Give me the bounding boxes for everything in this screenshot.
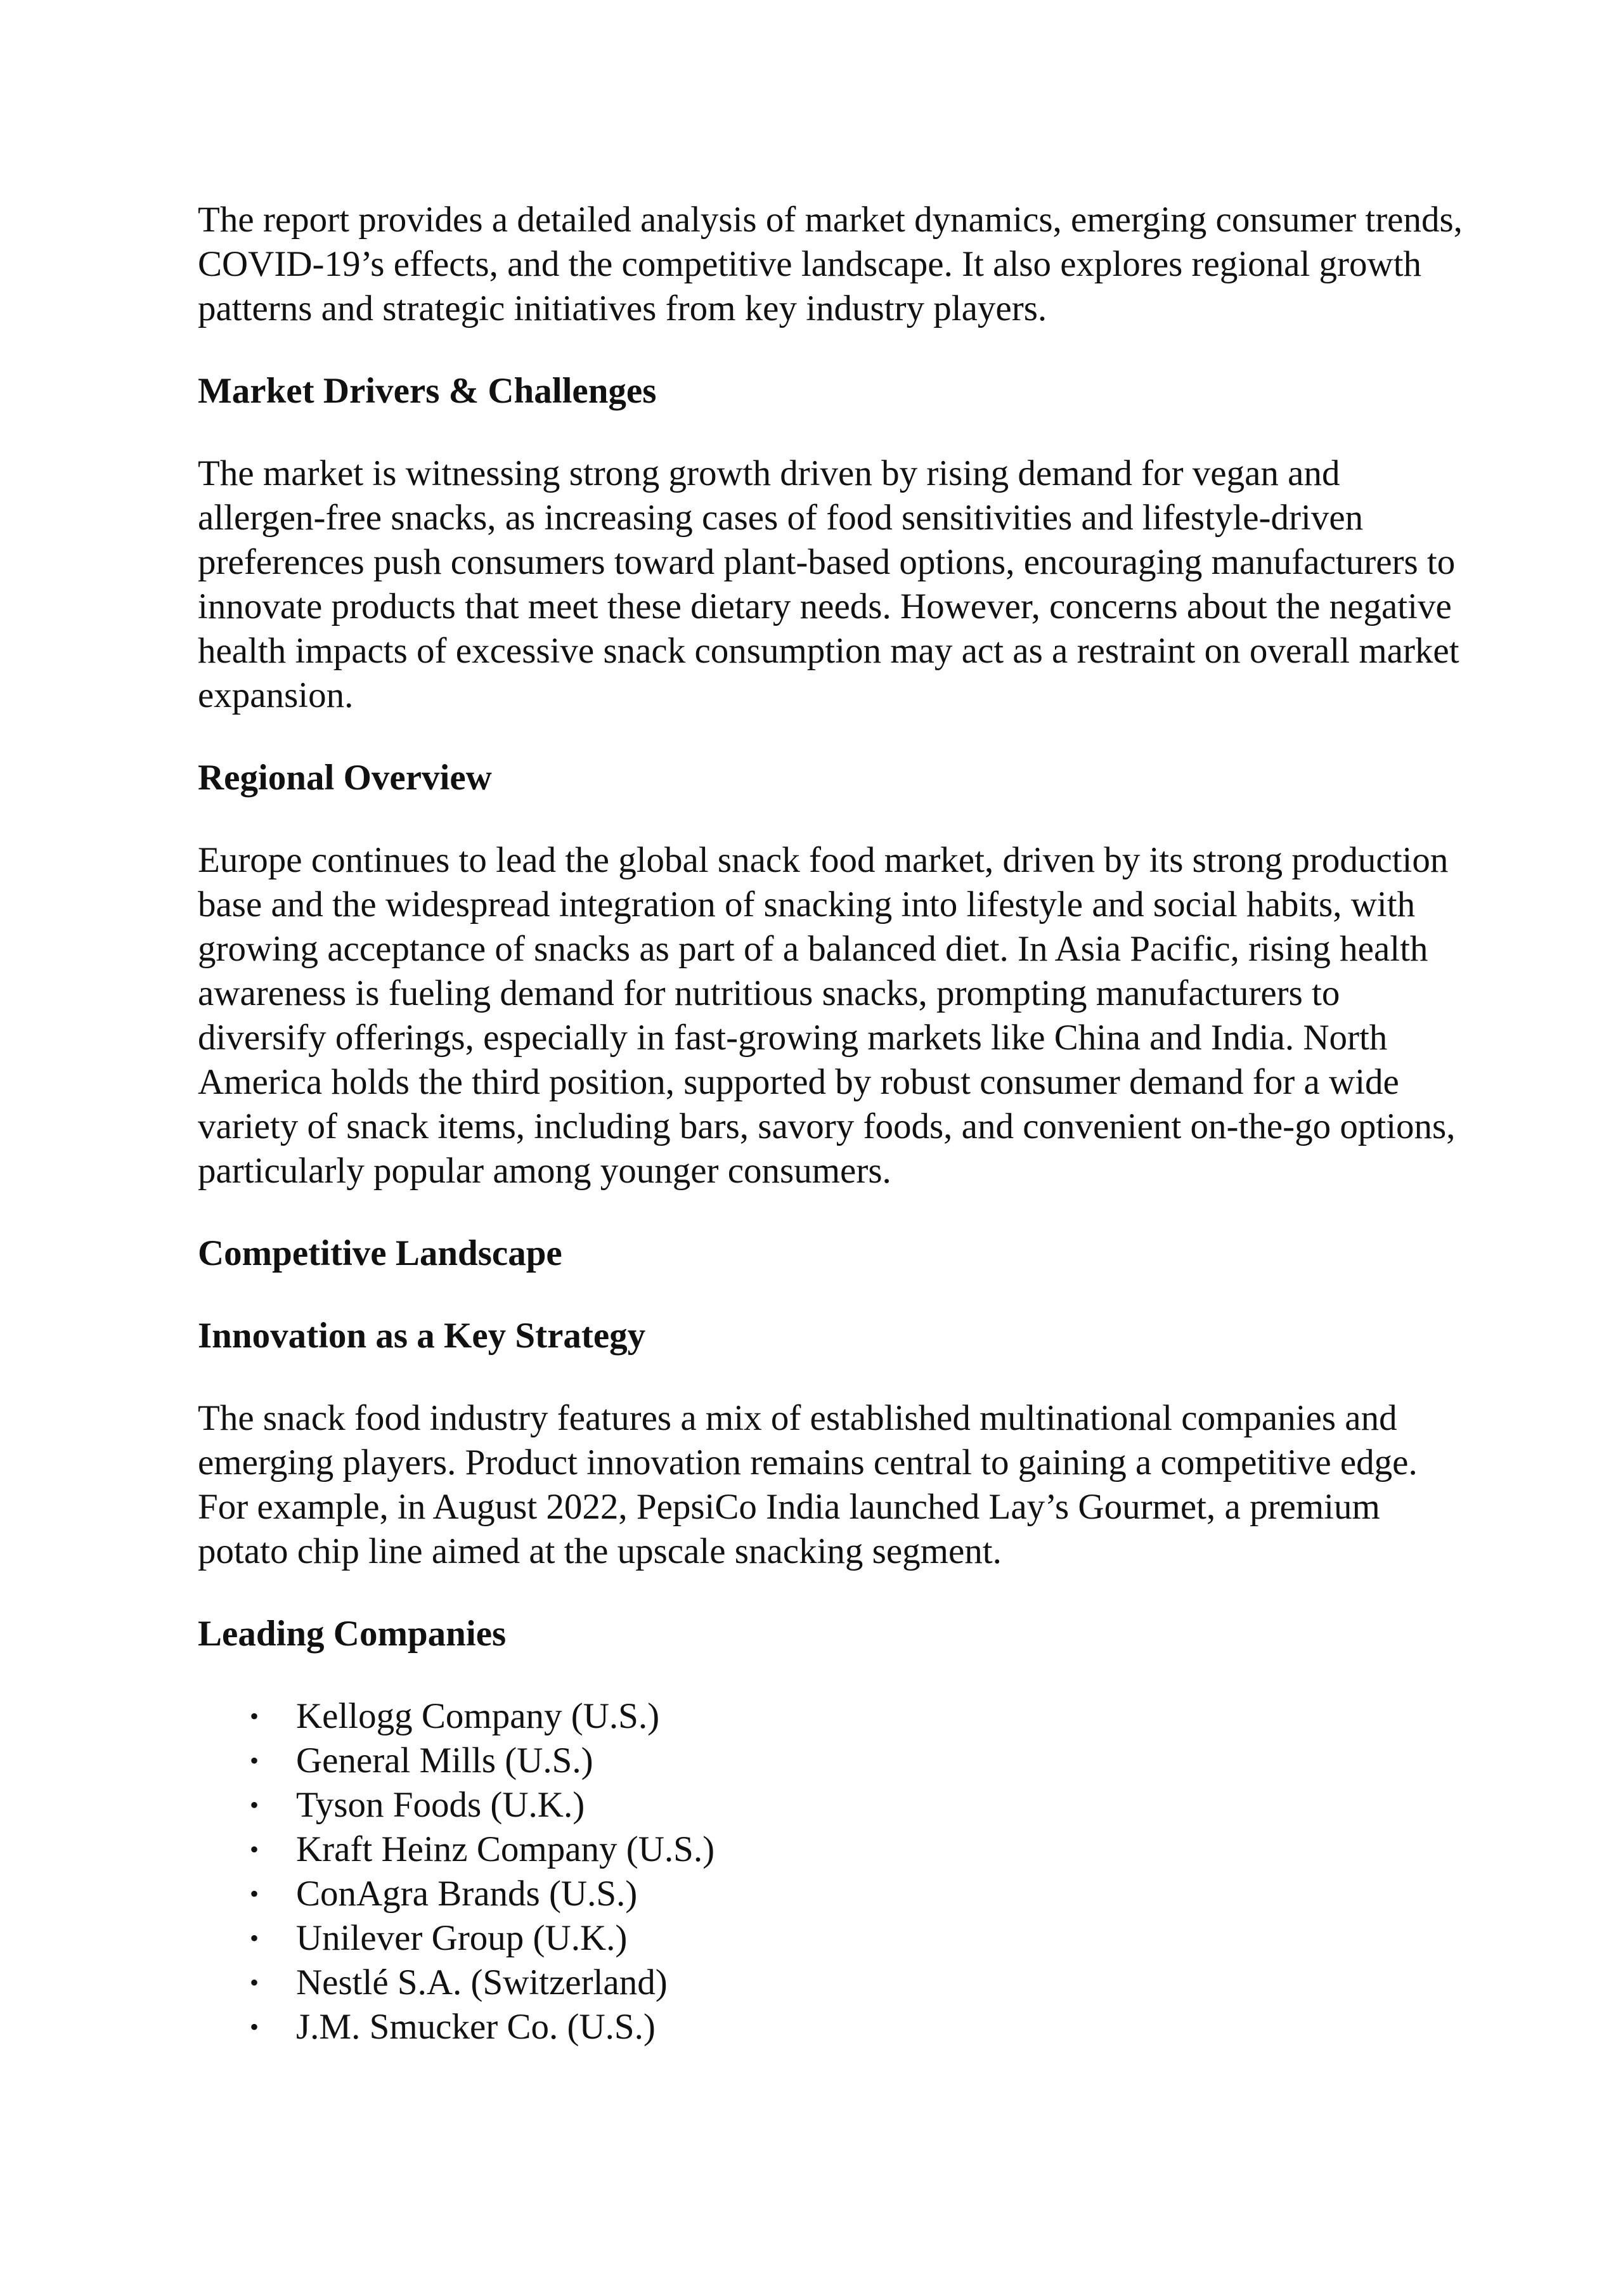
innovation-strategy-paragraph: The snack food industry features a mix of established multinational companies and emerging players. Product innovation remains central to gaining a competitive edge. For example, in August 2022, PepsiCo India launched Lay’s Gourmet, a premium potato chip line aimed at the upscale snacking segment. xyxy=(198,1398,1418,1571)
intro-paragraph: The report provides a detailed analysis of market dynamics, emerging consumer trends, COVID-19’s effects, and the competitive landscape. It also explores regional growth patterns and strategic initiatives from key industry players. xyxy=(198,200,1463,328)
document-page xyxy=(198,198,1466,2049)
heading-regional-overview: Regional Overview xyxy=(198,758,492,798)
list-item xyxy=(198,1783,1466,1827)
company-name: Tyson Foods (U.K.) xyxy=(296,1785,585,1825)
heading-competitive-landscape: Competitive Landscape xyxy=(198,1233,562,1273)
leading-companies-list xyxy=(198,1694,1466,2049)
list-item xyxy=(198,1694,1466,1739)
heading-innovation-strategy: Innovation as a Key Strategy xyxy=(198,1316,646,1356)
market-drivers-paragraph: The market is witnessing strong growth driven by rising demand for vegan and allergen-free snacks, as increasing cases of food sensitivities and lifestyle-driven preferences push consumers toward plant-based options, encouraging manufacturers to innovate products that meet these dietary needs. However, concerns about the negative health impacts of excessive snack consumption may act as a restraint on overall market expansion. xyxy=(198,453,1459,715)
bullet-icon: • xyxy=(250,1968,259,1997)
heading-leading-companies: Leading Companies xyxy=(198,1614,507,1654)
bullet-icon: • xyxy=(250,1835,259,1864)
heading-market-drivers: Market Drivers & Challenges xyxy=(198,371,657,411)
list-item xyxy=(198,2005,1466,2049)
company-name: Kraft Heinz Company (U.S.) xyxy=(296,1829,715,1869)
regional-overview-paragraph: Europe continues to lead the global snack food market, driven by its strong production base and the widespread integration of snacking into lifestyle and social habits, with growing acceptance of snacks as part of a balanced diet. In Asia Pacific, rising health awareness is fueling demand for nutritious snacks, prompting manufacturers to diversify offerings, especially in fast-growing markets like China and India. North America holds the third position, supported by robust consumer demand for a wide variety of snack items, including bars, savory foods, and convenient on-the-go options, particularly popular among younger consumers. xyxy=(198,840,1456,1191)
list-item xyxy=(198,1827,1466,1872)
list-item xyxy=(198,1872,1466,1916)
bullet-icon: • xyxy=(250,1879,259,1908)
company-name: General Mills (U.S.) xyxy=(296,1741,593,1780)
company-name: Nestlé S.A. (Switzerland) xyxy=(296,1962,668,2002)
bullet-icon: • xyxy=(250,1746,259,1775)
company-name: ConAgra Brands (U.S.) xyxy=(296,1874,638,1914)
list-item xyxy=(198,1961,1466,2005)
list-item xyxy=(198,1916,1466,1961)
bullet-icon: • xyxy=(250,1702,259,1730)
bullet-icon: • xyxy=(250,1924,259,1952)
bullet-icon: • xyxy=(250,2013,259,2041)
company-name: Unilever Group (U.K.) xyxy=(296,1918,628,1958)
list-item xyxy=(198,1739,1466,1783)
company-name: Kellogg Company (U.S.) xyxy=(296,1696,660,1736)
company-name: J.M. Smucker Co. (U.S.) xyxy=(296,2007,656,2047)
bullet-icon: • xyxy=(250,1791,259,1819)
